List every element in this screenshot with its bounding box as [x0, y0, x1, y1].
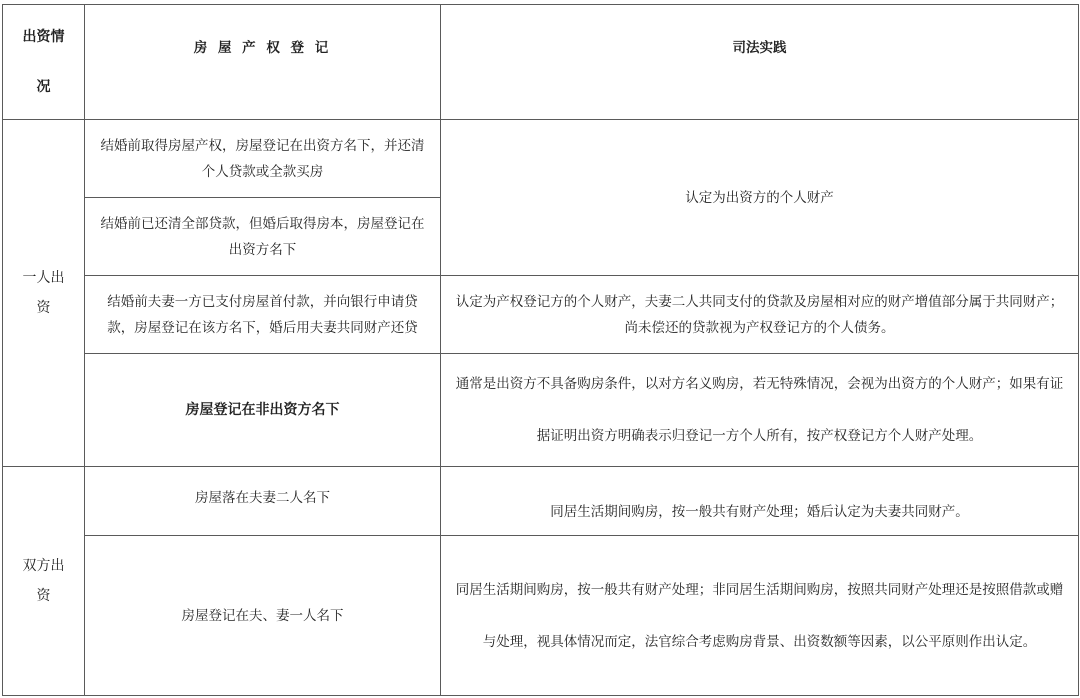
- practice-cell: 同居生活期间购房，按一般共有财产处理；非同居生活期间购房，按照共同财产处理还是按照借款或赠与处理，视具体情况而定，法官综合考虑购房背景、出资数额等因素，以公平原则作出认定。: [441, 536, 1079, 696]
- table-row: [3, 120, 1079, 198]
- header-practice: 司法实践: [441, 5, 1079, 120]
- practice-cell: 认定为产权登记方的个人财产，夫妻二人共同支付的贷款及房屋相对应的财产增值部分属于共同财产；尚未偿还的贷款视为产权登记方的个人债务。: [441, 276, 1079, 354]
- practice-cell: 认定为出资方的个人财产: [441, 120, 1079, 276]
- group-label-single: 一人出资: [3, 120, 85, 467]
- header-funding: 出资情况: [3, 5, 85, 120]
- header-registration: 房 屋 产 权 登 记: [85, 5, 441, 120]
- table-row: [3, 467, 1079, 536]
- table-header-row: [3, 5, 1079, 120]
- property-rights-table: [2, 4, 1079, 696]
- registration-cell: 结婚前夫妻一方已支付房屋首付款，并向银行申请贷款，房屋登记在该方名下，婚后用夫妻共同财产还贷: [85, 276, 441, 354]
- table-row: [3, 276, 1079, 354]
- registration-cell: 结婚前已还清全部贷款，但婚后取得房本，房屋登记在出资方名下: [85, 198, 441, 276]
- registration-cell: 结婚前取得房屋产权，房屋登记在出资方名下，并还清个人贷款或全款买房: [85, 120, 441, 198]
- table-row: [3, 536, 1079, 696]
- group-label-both: 双方出资: [3, 467, 85, 696]
- registration-cell: 房屋落在夫妻二人名下: [85, 467, 441, 536]
- table-row: [3, 354, 1079, 467]
- practice-cell: 通常是出资方不具备购房条件，以对方名义购房，若无特殊情况，会视为出资方的个人财产；如果有证据证明出资方明确表示归登记一方个人所有，按产权登记方个人财产处理。: [441, 354, 1079, 467]
- registration-cell: 房屋登记在夫、妻一人名下: [85, 536, 441, 696]
- registration-cell: 房屋登记在非出资方名下: [85, 354, 441, 467]
- practice-cell: 同居生活期间购房，按一般共有财产处理；婚后认定为夫妻共同财产。: [441, 467, 1079, 536]
